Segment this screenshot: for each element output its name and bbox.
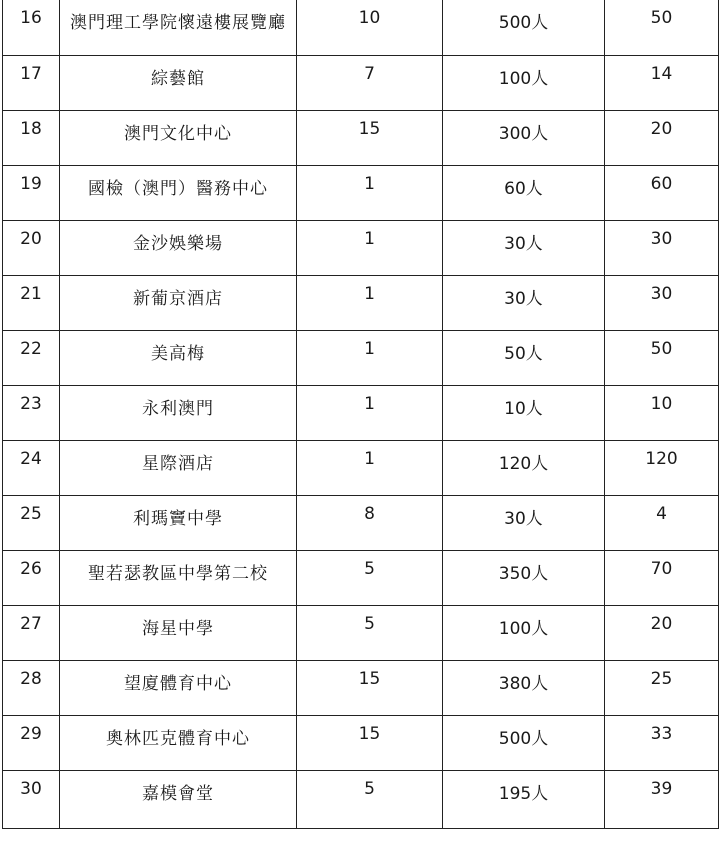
venue-table (2, 0, 719, 829)
capacity-cell: 30人 (443, 220, 605, 275)
venue-name-cell: 嘉模會堂 (60, 770, 297, 828)
row-number-cell: 16 (3, 0, 60, 55)
count-cell: 10 (297, 0, 443, 55)
table-row (3, 770, 719, 828)
count-cell: 1 (297, 440, 443, 495)
row-number-cell: 18 (3, 110, 60, 165)
count-cell: 15 (297, 715, 443, 770)
per-unit-cell: 50 (605, 0, 719, 55)
venue-name-cell: 星際酒店 (60, 440, 297, 495)
count-cell: 5 (297, 550, 443, 605)
capacity-cell: 10人 (443, 385, 605, 440)
per-unit-cell: 30 (605, 220, 719, 275)
row-number-cell: 17 (3, 55, 60, 110)
row-number-cell: 19 (3, 165, 60, 220)
venue-name-cell: 綜藝館 (60, 55, 297, 110)
per-unit-cell: 60 (605, 165, 719, 220)
capacity-cell: 195人 (443, 770, 605, 828)
per-unit-cell: 4 (605, 495, 719, 550)
per-unit-cell: 20 (605, 605, 719, 660)
table-row (3, 660, 719, 715)
per-unit-cell: 50 (605, 330, 719, 385)
capacity-cell: 100人 (443, 55, 605, 110)
table-row (3, 550, 719, 605)
table-row (3, 440, 719, 495)
row-number-cell: 27 (3, 605, 60, 660)
row-number-cell: 26 (3, 550, 60, 605)
per-unit-cell: 10 (605, 385, 719, 440)
count-cell: 1 (297, 385, 443, 440)
capacity-cell: 30人 (443, 275, 605, 330)
capacity-cell: 500人 (443, 715, 605, 770)
venue-name-cell: 海星中學 (60, 605, 297, 660)
row-number-cell: 25 (3, 495, 60, 550)
table-row (3, 0, 719, 55)
table-row (3, 165, 719, 220)
count-cell: 7 (297, 55, 443, 110)
table-row (3, 55, 719, 110)
count-cell: 1 (297, 275, 443, 330)
capacity-cell: 120人 (443, 440, 605, 495)
table-row (3, 495, 719, 550)
venue-name-cell: 聖若瑟教區中學第二校 (60, 550, 297, 605)
table-row (3, 110, 719, 165)
venue-name-cell: 新葡京酒店 (60, 275, 297, 330)
per-unit-cell: 30 (605, 275, 719, 330)
per-unit-cell: 25 (605, 660, 719, 715)
venue-name-cell: 永利澳門 (60, 385, 297, 440)
count-cell: 1 (297, 330, 443, 385)
row-number-cell: 20 (3, 220, 60, 275)
row-number-cell: 29 (3, 715, 60, 770)
row-number-cell: 28 (3, 660, 60, 715)
capacity-cell: 30人 (443, 495, 605, 550)
per-unit-cell: 20 (605, 110, 719, 165)
count-cell: 5 (297, 770, 443, 828)
capacity-cell: 60人 (443, 165, 605, 220)
table-row (3, 220, 719, 275)
table-row (3, 330, 719, 385)
count-cell: 1 (297, 165, 443, 220)
venue-table-body (3, 0, 719, 828)
table-row (3, 715, 719, 770)
per-unit-cell: 33 (605, 715, 719, 770)
per-unit-cell: 39 (605, 770, 719, 828)
count-cell: 15 (297, 660, 443, 715)
capacity-cell: 300人 (443, 110, 605, 165)
count-cell: 8 (297, 495, 443, 550)
capacity-cell: 350人 (443, 550, 605, 605)
row-number-cell: 21 (3, 275, 60, 330)
capacity-cell: 380人 (443, 660, 605, 715)
table-row (3, 605, 719, 660)
count-cell: 1 (297, 220, 443, 275)
capacity-cell: 100人 (443, 605, 605, 660)
row-number-cell: 22 (3, 330, 60, 385)
venue-name-cell: 國檢（澳門）醫務中心 (60, 165, 297, 220)
venue-name-cell: 美高梅 (60, 330, 297, 385)
per-unit-cell: 70 (605, 550, 719, 605)
venue-name-cell: 澳門文化中心 (60, 110, 297, 165)
row-number-cell: 23 (3, 385, 60, 440)
row-number-cell: 24 (3, 440, 60, 495)
row-number-cell: 30 (3, 770, 60, 828)
table-row (3, 275, 719, 330)
venue-name-cell: 望廈體育中心 (60, 660, 297, 715)
venue-name-cell: 利瑪竇中學 (60, 495, 297, 550)
per-unit-cell: 120 (605, 440, 719, 495)
capacity-cell: 500人 (443, 0, 605, 55)
per-unit-cell: 14 (605, 55, 719, 110)
count-cell: 5 (297, 605, 443, 660)
venue-name-cell: 奧林匹克體育中心 (60, 715, 297, 770)
capacity-cell: 50人 (443, 330, 605, 385)
table-row (3, 385, 719, 440)
venue-name-cell: 金沙娛樂場 (60, 220, 297, 275)
count-cell: 15 (297, 110, 443, 165)
venue-name-cell: 澳門理工學院懷遠樓展覽廳 (60, 0, 297, 55)
